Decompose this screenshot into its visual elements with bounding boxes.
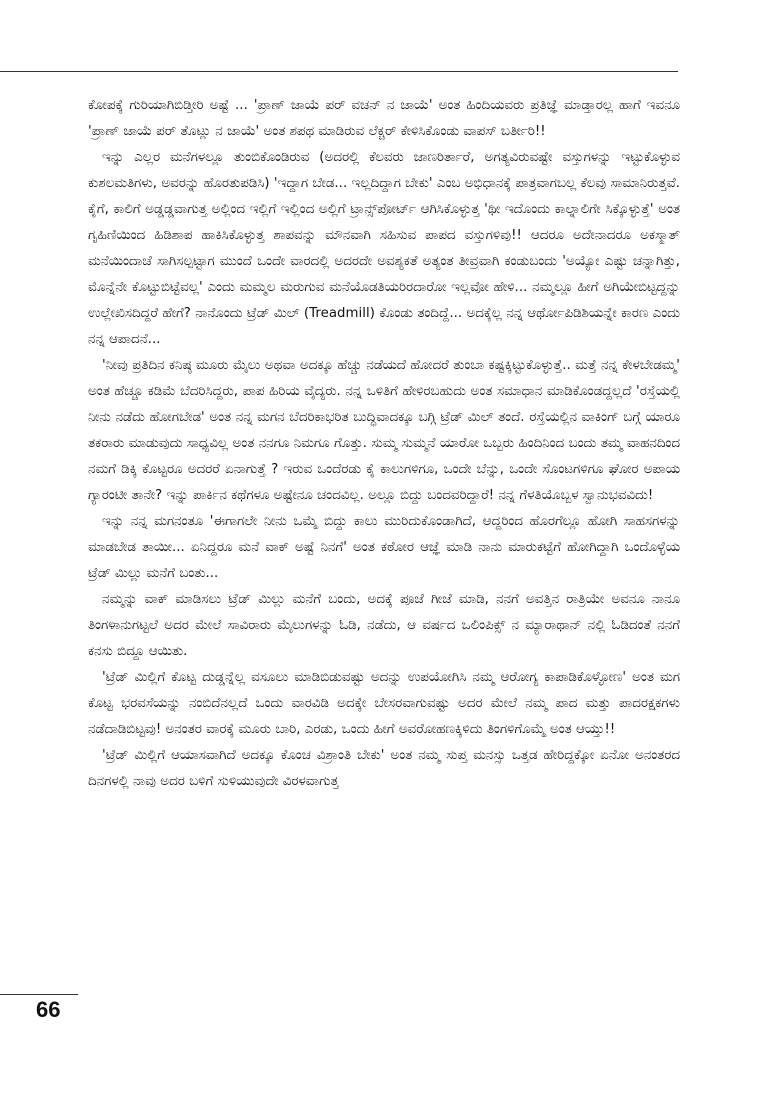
paragraph-7: 'ಟ್ರೆಡ್ ಮಿಲ್ಲಿಗೆ ಆಯಾಸವಾಗಿದೆ ಅದಕ್ಕೂ ಕೊಂಚ ವಿಶ್ರಾಂತಿ ಬೇಕು' ಅಂತ ನಮ್ಮ ಸುಪ್ತ ಮನಸ್ಸು ಒತ್ತಡ ಹೇರಿದ್ದಕ್ಕೋ ಏನೋ ಅನಂತರದ ದಿನಗಳಲ್ಲಿ ನಾವು ಅದರ ಬಳಿಗೆ ಸುಳಿಯುವುದೇ ವಿರಳವಾಗುತ್ತ <box>88 748 680 789</box>
article-body <box>88 93 680 795</box>
paragraph-6: 'ಟ್ರೆಡ್ ಮಿಲ್ಲಿಗೆ ಕೊಟ್ಟ ದುಡ್ಡನ್ನೆಲ್ಲ ವಸೂಲು ಮಾಡಿಬಿಡುವಷ್ಟು ಅದನ್ನು ಉಪಯೋಗಿಸಿ ನಮ್ಮ ಆರೋಗ್ಯ ಕಾಪಾಡಿಕೊಳ್ಳೋಣ' ಅಂತ ಮಗ ಕೊಟ್ಟ ಭರವಸೆಯನ್ನು ನಂಬಿದೆನಲ್ಲದೆ ಒಂದು ವಾರವಿಡಿ ಅದಕ್ಕೇ ಬೇಸರವಾಗುವಷ್ಟು ಅದರ ಮೇಲೆ ನಮ್ಮ ಪಾದ ಮತ್ತು ಪಾದರಕ್ಷಕಗಳು ನಡೆದಾಡಿಬಿಟ್ಟವು! ಅನಂತರ ವಾರಕ್ಕೆ ಮೂರು ಬಾರಿ, ಎರಡು, ಒಂದು ಹೀಗೆ ಅವರೋಹಣಕ್ಕಿಳಿದು ತಿಂಗಳಿಗೊಮ್ಮೆ ಅಂತ ಆಯ್ತು!! <box>88 670 680 737</box>
page-number: 66 <box>36 997 61 1022</box>
paragraph-1: ಕೋಪಕ್ಕೆ ಗುರಿಯಾಗಿಬಿಡ್ತೀರಿ ಅಷ್ಟೆ ... 'ಪ್ರಾಣ್ ಜಾಯೆ ಪರ್ ವಚನ್ ನ ಜಾಯೆ' ಅಂತ ಹಿಂದಿಯವರು ಪ್ರತಿಜ್ಞೆ ಮಾಡ್ತಾರಲ್ಲ ಹಾಗೆ ಇವನೂ 'ಪ್ರಾಣ್ ಜಾಯೆ ಪರ್ ತೊಟ್ಲು ನ ಜಾಯೆ' ಅಂತ ಶಪಥ ಮಾಡಿರುವ ಲೆಕ್ಚರ್ ಕೇಳಿಸಿಕೊಂಡು ವಾಪಸ್ ಬರ್ತೀರಿ!! <box>88 98 680 139</box>
paragraph-3: 'ನೀವು ಪ್ರತಿದಿನ ಕನಿಷ್ಠ ಮೂರು ಮೈಲು ಅಥವಾ ಅದಕ್ಕೂ ಹೆಚ್ಚು ನಡೆಯದೆ ಹೋದರೆ ತುಂಬಾ ಕಷ್ಟಕ್ಕಿಟ್ಟುಕೊಳ್ಳುತ್ತೆ.. ಮತ್ತೆ ನನ್ನ ಕೇಳಬೇಡಮ್ಮ' ಅಂತ ಹೆಚ್ಚೂ ಕಡಿಮೆ ಬೆದರಿಸಿದ್ದರು, ಪಾಪ ಹಿರಿಯ ವೈದ್ಯರು. ನನ್ನ ಒಳಿತಿಗೆ ಹೇಳಿರಬಹುದು ಅಂತ ಸಮಾಧಾನ ಮಾಡಿಕೊಂಡದ್ದಲ್ಲದೆ 'ರಸ್ತೆಯಲ್ಲಿ ನೀನು ನಡೆದು ಹೋಗಬೇಡ' ಅಂತ ನನ್ನ ಮಗನ ಬೆದರಿಕಾಭರಿತ ಬುದ್ಧಿವಾದಕ್ಕೂ ಬಗ್ಗಿ ಟ್ರೆಡ್ ಮಿಲ್ ತಂದೆ. ರಸ್ತೆಯಲ್ಲಿನ ವಾಕಿಂಗ್ ಬಗ್ಗೆ ಯಾರೂ ತಕರಾರು ಮಾಡುವುದು ಸಾಧ್ಯವಿಲ್ಲ ಅಂತ ನನಗೂ ನಿಮಗೂ ಗೊತ್ತು. ಸುಮ್ಮ ಸುಮ್ಮನೆ ಯಾರೋ ಒಬ್ಬರು ಹಿಂದಿನಿಂದ ಬಂದು ತಮ್ಮ ವಾಹನದಿಂದ ನಮಗೆ ಡಿಕ್ಕಿ ಕೊಟ್ಟರೂ ಅದರರೆ ಏನಾಗುತ್ತೆ ? ಇರುವ ಒಂದೆರಡು ಕೈ ಕಾಲುಗಳಿಗೂ, ಒಂದೇ ಬೆನ್ನು, ಒಂದೇ ಸೊಂಟಗಳಿಗೂ ಘೋರ ಅಪಾಯ ಗ್ಯಾರಂಟೀ ತಾನೇ? ಇನ್ನು ಪಾರ್ಕಿನ ಕಥೆಗಳೂ ಅಷ್ಟೇನೂ ಚಂದವಿಲ್ಲ. ಅಲ್ಲೂ ಬಿದ್ದು ಬಂದವರಿದ್ದಾರೆ! ನನ್ನ ಗೆಳತಿಯೊಬ್ಬಳ ಸ್ವಾನುಭವವಿದು! <box>88 358 680 503</box>
header-rule <box>0 71 678 72</box>
footer-rule <box>0 994 78 995</box>
paragraph-5: ನಮ್ಮನ್ನು ವಾಕ್ ಮಾಡಿಸಲು ಟ್ರೆಡ್ ಮಿಲ್ಲು ಮನೆಗೆ ಬಂದು, ಅದಕ್ಕೆ ಪೂಜೆ ಗೀಜೆ ಮಾಡಿ, ನನಗೆ ಅವತ್ತಿನ ರಾತ್ರಿಯೇ ಅವನೂ ನಾನೂ ತಿಂಗಳಾನುಗಟ್ಟಲೆ ಅದರ ಮೇಲೆ ಸಾವಿರಾರು ಮೈಲುಗಳನ್ನು ಓಡಿ, ನಡೆದು, ಆ ವರ್ಷದ ಒಲಿಂಪಿಕ್ಸ್ ನ ಮ್ಯಾರಾಥಾನ್ ನಲ್ಲಿ ಓಡಿದಂತೆ ನನಗೆ ಕನಸು ಬಿದ್ದೂ ಆಯಿತು. <box>88 592 680 659</box>
paragraph-2: ಇನ್ನು ಎಲ್ಲರ ಮನೆಗಳಲ್ಲೂ ತುಂಬಿಕೊಂಡಿರುವ (ಅದರಲ್ಲಿ ಕೆಲವರು ಜಾಣರಿರ್ತಾರೆ, ಅಗತ್ಯವಿರುವಷ್ಟೇ ವಸ್ತುಗಳನ್ನು ಇಟ್ಟುಕೊಳ್ಳುವ ಕುಶಲಮತಿಗಳು, ಅವರನ್ನು ಹೊರತುಪಡಿಸಿ) 'ಇದ್ದಾಗ ಬೇಡ... ಇಲ್ಲದಿದ್ದಾಗ ಬೇಕು' ಎಂಬ ಅಭಿಧಾನಕ್ಕೆ ಪಾತ್ರವಾಗಬಲ್ಲ ಕೆಲವು ಸಾಮಾನಿರುತ್ತವೆ. ಕೈಗೆ, ಕಾಲಿಗೆ ಅಡ್ಡಡ್ಡವಾಗುತ್ತ ಅಲ್ಲಿಂದ ಇಲ್ಲಿಗೆ ಇಲ್ಲಿಂದ ಅಲ್ಲಿಗೆ ಟ್ರಾನ್ಸ್‌ಪೋರ್ಟ್ ಆಗಿಸಿಕೊಳ್ಳುತ್ತ 'ಥೀ ಇದೊಂದು ಕಾಲ್ನಾಲಿಗೇ ಸಿಕ್ಕೊಳ್ಳುತ್ತೆ' ಅಂತ ಗೃಹಿಣಿಯಿಂದ ಹಿಡಿಶಾಪ ಹಾಕಿಸಿಕೊಳ್ಳುತ್ತ ಶಾಪವನ್ನು ಮೌನವಾಗಿ ಸಹಿಸುವ ಪಾಪದ ವಸ್ತುಗಳಿವು!! ಆದರೂ ಅದೇನಾದರೂ ಅಕಸ್ಮಾತ್ ಮನೆಯಿಂದಾಚೆ ಸಾಗಿಸಲ್ಪಟ್ಟಾಗ ಮುಂದೆ ಒಂದೇ ವಾರದಲ್ಲಿ ಅದರದೇ ಅವಶ್ಯಕತೆ ಅತ್ಯಂತ ತೀವ್ರವಾಗಿ ಕಂಡುಬಂದು 'ಅಯ್ಯೋ ಎಷ್ಟು ಚನ್ನಾಗಿತ್ತು, ಮೊನ್ನೆನೇ ಕೊಟ್ಟುಬಿಟ್ಟೆವಲ್ಲ' ಎಂದು ಮಮ್ಮಲ ಮರುಗುವ ಮನೆಯೊಡತಿಯರಿರದಾರೋ ಇಲ್ಲವೋ ಹೇಳಿ... ನಮ್ಮಲ್ಲೂ ಹೀಗೆ ಅಗಿಯೇಬಿಟ್ಟದ್ದನ್ನು ಉಲ್ಲೇಖಿಸದಿದ್ದರೆ ಹೇಗೆ? ನಾನೊಂದು ಟ್ರೆಡ್ ಮಿಲ್ (Treadmill) ಕೊಂಡು ತಂದಿದ್ದೆ... ಅದಕ್ಕೆಲ್ಲ ನನ್ನ ಆರ್ಥೋಪಿಡಿಶಿಯನ್ನೇ ಕಾರಣ ಎಂದು ನನ್ನ ಆಪಾದನೆ... <box>88 150 680 347</box>
paragraph-4: ಇನ್ನು ನನ್ನ ಮಗನಂತೂ 'ಈಗಾಗಲೇ ನೀನು ಒಮ್ಮೆ ಬಿದ್ದು ಕಾಲು ಮುರಿದುಕೊಂಡಾಗಿದೆ, ಆದ್ದರಿಂದ ಹೊರಗೆಲ್ಲೂ ಹೋಗಿ ಸಾಹಸಗಳನ್ನು ಮಾಡಬೇಡ ತಾಯೀ... ಏನಿದ್ದರೂ ಮನೆ ವಾಕ್ ಅಷ್ಟೆ ನಿನಗೆ' ಅಂತ ಕಠೋರ ಆಜ್ಞೆ ಮಾಡಿ ನಾನು ಮಾರುಕಟ್ಟೆಗೆ ಹೋಗಿದ್ದಾಗಿ ಒಂದೊಳ್ಳೆಯ ಟ್ರೆಡ್ ಮಿಲ್ಲು ಮನೆಗೆ ಬಂತು... <box>88 514 680 581</box>
